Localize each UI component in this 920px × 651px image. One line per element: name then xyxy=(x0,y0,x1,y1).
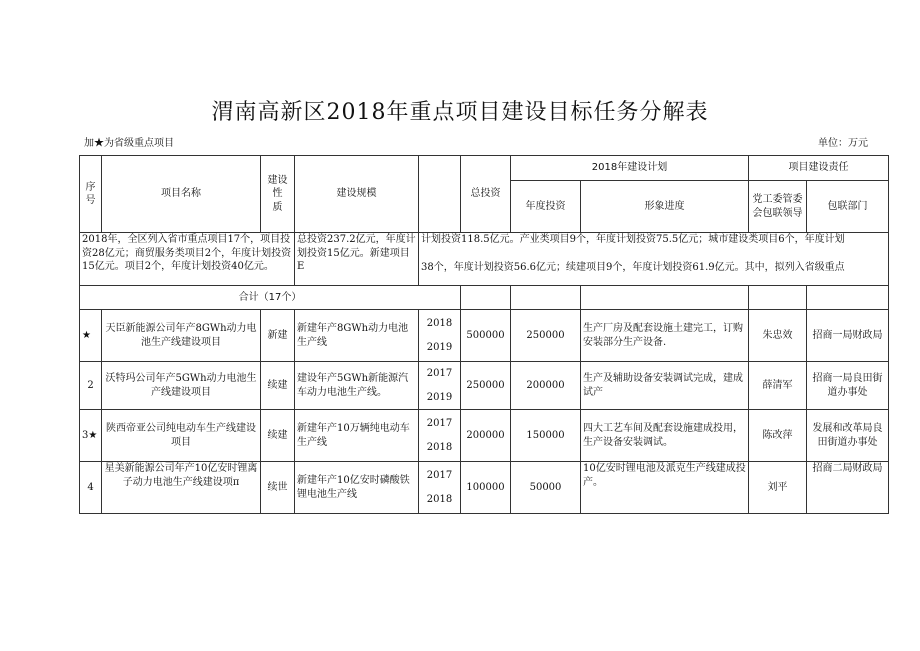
row-department: 招商一局良田街道办事处 xyxy=(807,362,889,410)
total-row-empty xyxy=(511,286,581,310)
table-row xyxy=(80,362,889,410)
row-department: 发展和改革局良田街道办事处 xyxy=(807,410,889,462)
row-annual-investment: 150000 xyxy=(511,410,581,462)
row-project-name: 天臣新能源公司年产8GWh动力电池生产线建设项目 xyxy=(102,310,261,362)
summary-col1: 2018年，全区列入省市重点项目17个，项目投资28亿元；商贸服务类项目2个，年度计划投资15亿元。项目2个，年度计划投资40亿元。 xyxy=(80,233,295,286)
row-seq: 4 xyxy=(80,462,102,514)
row-project-name: 沃特玛公司年产5GWh动力电池生产线建设项目 xyxy=(102,362,261,410)
row-total-investment: 100000 xyxy=(461,462,511,514)
row-project-name: 陕西帝亚公司纯电动车生产线建设项目 xyxy=(102,410,261,462)
total-row-label: 合计（17个） xyxy=(80,286,461,310)
row-year-start: 2017 xyxy=(426,469,453,481)
row-department: 招商一局财政局 xyxy=(807,310,889,362)
row-year-end: 2019 xyxy=(426,342,453,353)
row-year-end: 2018 xyxy=(426,442,453,453)
row-seq: 2 xyxy=(80,362,102,410)
row-scale: 新建年产10万辆纯电动车生产线 xyxy=(295,410,419,462)
row-years xyxy=(419,310,461,362)
row-department: 招商二局财政局 xyxy=(807,462,889,514)
row-total-investment: 250000 xyxy=(461,362,511,410)
row-annual-investment: 250000 xyxy=(511,310,581,362)
row-nature: 续建 xyxy=(261,362,295,410)
page-title: 渭南高新区2018年重点项目建设目标任务分解表 xyxy=(211,100,709,125)
summary-line-1: 计划投资118.5亿元。产业类项目9个，年度计划投资75.5亿元；城市建设类项目6个，年度计划 xyxy=(421,234,845,245)
row-years xyxy=(419,410,461,462)
row-progress: 10亿安时锂电池及派克生产线建成投产。 xyxy=(581,462,749,514)
row-total-investment: 500000 xyxy=(461,310,511,362)
header-total-investment: 总投资 xyxy=(461,156,511,233)
row-leader: 薛清军 xyxy=(749,362,807,410)
row-nature: 续世 xyxy=(261,462,295,514)
header-plan-group: 2018年建设计划 xyxy=(511,156,749,181)
row-scale: 新建年产8GWh动力电池生产线 xyxy=(295,310,419,362)
row-leader: 朱忠效 xyxy=(749,310,807,362)
table-row xyxy=(80,410,889,462)
header-annual-investment: 年度投资 xyxy=(511,181,581,233)
header-seq: 序 号 xyxy=(80,156,102,233)
row-annual-investment: 50000 xyxy=(511,462,581,514)
unit-label: 单位：万元 xyxy=(818,138,868,149)
summary-col4: 项目2个，年度计划投资40亿元。 xyxy=(124,261,274,272)
row-progress: 四大工艺车间及配套设施建成投用，生产设备安装调试。 xyxy=(581,410,749,462)
summary-col3 xyxy=(419,233,889,286)
row-year-start: 2017 xyxy=(426,367,453,379)
row-progress: 生产及辅助设备安装调试完成，建成试产 xyxy=(581,362,749,410)
row-year-end: 2018 xyxy=(426,494,453,505)
row-scale: 新建年产10亿安时磷酸铁锂电池生产线 xyxy=(295,462,419,514)
total-row-empty xyxy=(581,286,749,310)
header-blank xyxy=(419,156,461,233)
row-years xyxy=(419,362,461,410)
row-year-end: 2019 xyxy=(426,392,453,403)
header-project-name: 项目名称 xyxy=(102,156,261,233)
row-year-start: 2018 xyxy=(426,317,453,329)
provincial-key-note: 加★为省级重点项目 xyxy=(84,138,174,149)
header-responsibility-group: 项目建设责任 xyxy=(749,156,889,181)
row-progress: 生产厂房及配套设施土建完工，订购安装部分生产设备. xyxy=(581,310,749,362)
summary-line-2: 38个，年度计划投资56.6亿元；续建项目9个，年度计划投资61.9亿元。其中，拟列入省级重点 xyxy=(421,262,845,273)
header-scale: 建设规模 xyxy=(295,156,419,233)
table-row xyxy=(80,310,889,362)
row-total-investment: 200000 xyxy=(461,410,511,462)
project-task-table xyxy=(79,155,889,514)
row-scale: 建设年产5GWh新能源汽车动力电池生产线。 xyxy=(295,362,419,410)
summary-col2: 总投资237.2亿元，年度计划投资15亿元。新建项目E xyxy=(295,233,419,286)
row-nature: 新建 xyxy=(261,310,295,362)
row-seq: 3★ xyxy=(80,410,102,462)
row-leader: 刘平 xyxy=(749,462,807,514)
total-row-empty xyxy=(807,286,889,310)
header-nature: 建设性 质 xyxy=(261,156,295,233)
total-row-empty xyxy=(461,286,511,310)
row-annual-investment: 200000 xyxy=(511,362,581,410)
row-nature: 续建 xyxy=(261,410,295,462)
total-row-empty xyxy=(749,286,807,310)
header-leader: 党工委管委 会包联领导 xyxy=(749,181,807,233)
row-seq: ★ xyxy=(80,310,102,362)
row-years xyxy=(419,462,461,514)
header-department: 包联部门 xyxy=(807,181,889,233)
header-progress: 形象进度 xyxy=(581,181,749,233)
table-row xyxy=(80,462,889,514)
row-leader: 陈改萍 xyxy=(749,410,807,462)
row-year-start: 2017 xyxy=(426,417,453,429)
row-project-name: 星美新能源公司年产10亿安时锂离子动力电池生产线建设项π xyxy=(102,462,261,514)
